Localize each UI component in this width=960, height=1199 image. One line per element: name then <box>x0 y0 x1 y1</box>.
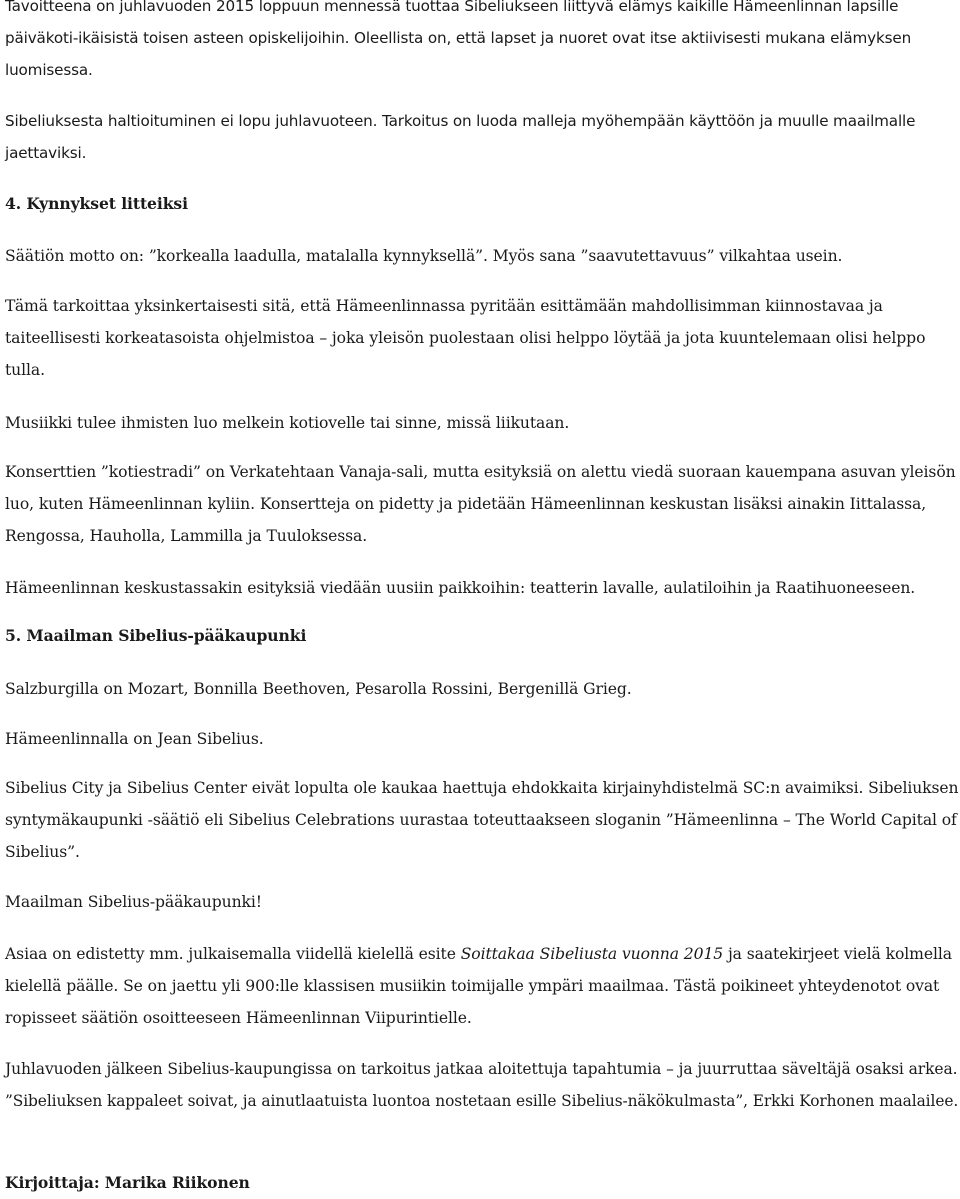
text-line: Tavoitteena on juhlavuoden 2015 loppuun mennessä tuottaa Sibeliukseen liittyvä elämys kaikille Hämeenlinnan lapsille <box>5 0 899 15</box>
cities-paragraph: Salzburgilla on Mozart, Bonnilla Beethoven, Pesarolla Rossini, Bergenillä Grieg. <box>5 680 632 698</box>
text-line: Sibeliuksesta haltioituminen ei lopu juhlavuoteen. Tarkoitus on luoda malleja myöhempään käyttöön ja muulle maailmalle <box>5 112 916 130</box>
brochure-title: Soittakaa Sibeliusta vuonna 2015 <box>460 945 724 963</box>
motto-paragraph: Säätiön motto on: ”korkealla laadulla, matalalla kynnyksellä”. Myös sana ”saavutettavuus” vilkahtaa usein. <box>5 247 843 265</box>
brand-paragraph <box>5 772 960 868</box>
section-5-heading: 5. Maailman Sibelius-pääkaupunki <box>5 626 307 645</box>
text-line: Juhlavuoden jälkeen Sibelius-kaupungissa on tarkoitus jatkaa aloitettuja tapahtumia – ja juurruttaa säveltäjä osaksi arkea. <box>5 1060 958 1078</box>
music-paragraph: Musiikki tulee ihmisten luo melkein kotiovelle tai sinne, missä liikutaan. <box>5 414 570 432</box>
after-paragraph <box>5 1053 960 1117</box>
section-4-heading: 4. Kynnykset litteiksi <box>5 194 188 213</box>
text-line: tulla. <box>5 361 45 379</box>
capital-paragraph: Maailman Sibelius-pääkaupunki! <box>5 893 262 911</box>
text-line: syntymäkaupunki -säätiö eli Sibelius Celebrations uurastaa toteuttaakseen sloganin ”Hämeenlinna – The World Capital of <box>5 811 957 829</box>
text-line: päiväkoti-ikäisistä toisen asteen opiskelijoihin. Oleellista on, että lapset ja nuoret ovat itse aktiivisesti mukana elämyksen <box>5 29 912 47</box>
text-line: ”Sibeliuksen kappaleet soivat, ja ainutlaatuista luontoa nostetaan esille Sibelius-näkökulmasta”, Erkki Korhonen maalailee. <box>5 1092 959 1110</box>
text-line: Sibelius”. <box>5 843 80 861</box>
text-line: luomisessa. <box>5 61 93 79</box>
text-line: kielellä päälle. Se on jaettu yli 900:lle klassisen musiikin toimijalle ympäri maailmaa. Tästä poikineet yhteydenotot ovat <box>5 977 940 995</box>
legacy-paragraph <box>5 105 960 169</box>
text-line: taiteellisesti korkeatasoista ohjelmistoa – joka yleisön puolestaan olisi helppo löytää ja jota kuuntelemaan olisi helppo <box>5 329 926 347</box>
text-line: Konserttien ”kotiestradi” on Verkatehtaan Vanaja-sali, mutta esityksiä on alettu viedä suoraan kauempana asuvan yleisön <box>5 463 956 481</box>
meaning-paragraph <box>5 290 960 386</box>
text-line: jaettaviksi. <box>5 144 87 162</box>
downtown-paragraph: Hämeenlinnan keskustassakin esityksiä viedään uusiin paikkoihin: teatterin lavalle, aulatiloihin ja Raatihuoneeseen. <box>5 579 916 597</box>
text-line: Tämä tarkoittaa yksinkertaisesti sitä, että Hämeenlinnassa pyritään esittämään mahdollisimman kiinnostavaa ja <box>5 297 883 315</box>
text-line: ropisseet säätiön osoitteeseen Hämeenlinnan Viipurintielle. <box>5 1009 472 1027</box>
hameenlinna-paragraph: Hämeenlinnalla on Jean Sibelius. <box>5 730 264 748</box>
text-line: Rengossa, Hauholla, Lammilla ja Tuuloksessa. <box>5 527 368 545</box>
text-line: Sibelius City ja Sibelius Center eivät lopulta ole kaukaa haettuja ehdokkaita kirjainyhdistelmä SC:n avaimiksi. Sibeliuksen <box>5 779 959 797</box>
brochure-paragraph <box>5 938 960 1034</box>
author-line: Kirjoittaja: Marika Riikonen <box>5 1173 250 1192</box>
text-line: Asiaa on edistetty mm. julkaisemalla viidellä kielellä esite Soittakaa Sibeliusta vuonna 2015 ja saatekirjeet vielä kolmella <box>5 945 952 963</box>
intro-paragraph <box>5 0 960 86</box>
concerts-paragraph <box>5 456 960 552</box>
text-line: luo, kuten Hämeenlinnan kyliin. Konsertteja on pidetty ja pidetään Hämeenlinnan keskustan lisäksi ainakin Iittalassa, <box>5 495 927 513</box>
